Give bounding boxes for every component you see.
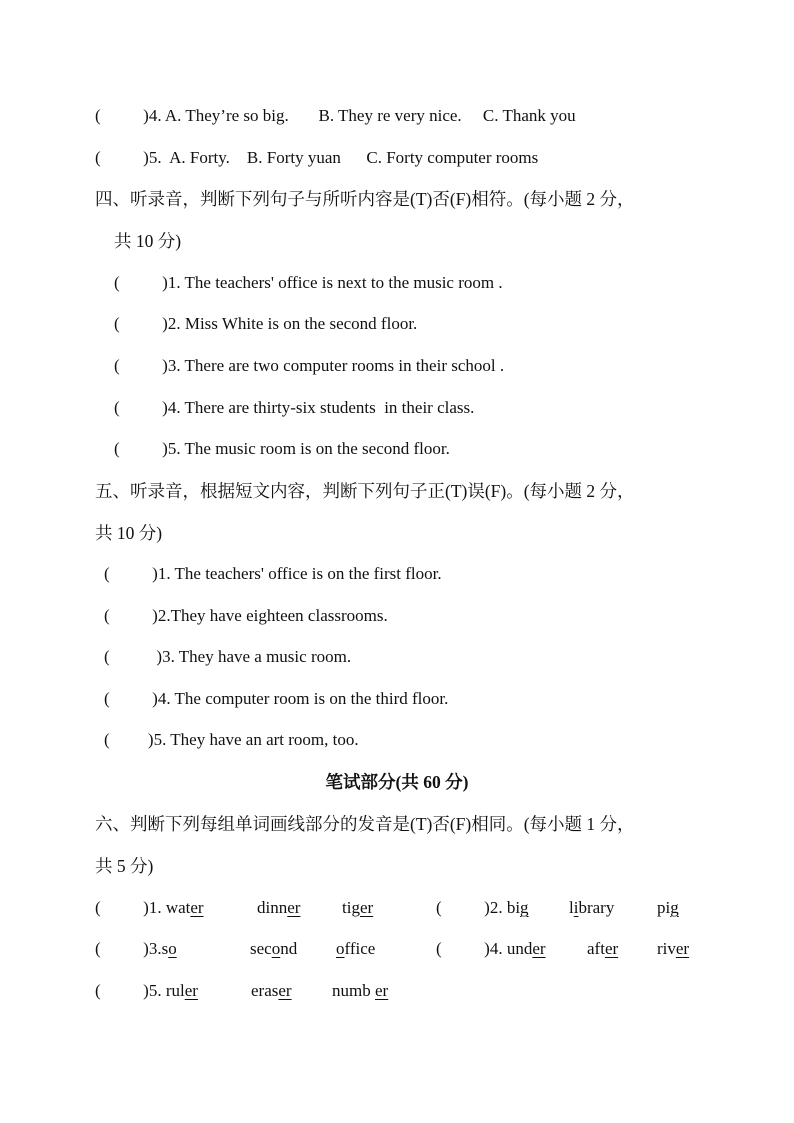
section4-item-3: ( )3. There are two computer rooms in their school . — [114, 356, 505, 375]
section6-heading-cont: 共 5 分) — [95, 856, 154, 876]
section6-q4: ( )4. under — [436, 939, 546, 958]
section6-q2-word2: library — [569, 898, 615, 917]
written-part-title: 笔试部分(共 60 分) — [325, 772, 469, 792]
section6-q3-word3: office — [336, 939, 376, 958]
section4-item-4: ( )4. There are thirty-six students in their class. — [114, 398, 475, 417]
section4-item-1: ( )1. The teachers' office is next to the music room . — [114, 273, 503, 292]
section6-q1: ( )1. water — [95, 898, 204, 917]
section6-q1-word3: tiger — [342, 898, 374, 917]
part3-question-4: ( )4. A. They’re so big. B. They re very nice. C. Thank you — [95, 106, 576, 125]
part3-question-5: ( )5. A. Forty. B. Forty yuan C. Forty computer rooms — [95, 148, 539, 167]
section5-heading: 五、听录音，根据短文内容，判断下列句子正(T)误(F)。(每小题 2 分， — [95, 481, 635, 501]
section4-item-5: ( )5. The music room is on the second floor. — [114, 439, 450, 458]
section6-q4-word3: river — [657, 939, 690, 958]
section5-item-4: ( )4. The computer room is on the third floor. — [104, 689, 449, 708]
section6-q3-word2: second — [250, 939, 298, 958]
section6-q5-word3: numb er — [332, 981, 389, 1000]
section4-heading-cont: 共 10 分) — [114, 231, 182, 251]
section6-heading: 六、判断下列每组单词画线部分的发音是(T)否(F)相同。(每小题 1 分， — [95, 814, 635, 834]
section6-q2-word3: pig — [657, 898, 679, 917]
section6-q5-word2: eraser — [251, 981, 292, 1000]
section5-item-3: ( )3. They have a music room. — [104, 647, 352, 666]
section5-item-1: ( )1. The teachers' office is on the first floor. — [104, 564, 442, 583]
section6-q4-word2: after — [587, 939, 619, 958]
section4-item-2: ( )2. Miss White is on the second floor. — [114, 314, 418, 333]
section6-q5: ( )5. ruler — [95, 981, 198, 1000]
section6-q1-word2: dinner — [257, 898, 301, 917]
section4-heading: 四、听录音，判断下列句子与所听内容是(T)否(F)相符。(每小题 2 分， — [95, 189, 635, 209]
section5-item-5: ( )5. They have an art room, too. — [104, 730, 359, 749]
section6-q3: ( )3.so — [95, 939, 177, 958]
section5-heading-cont: 共 10 分) — [95, 523, 163, 543]
section5-item-2: ( )2.They have eighteen classrooms. — [104, 606, 388, 625]
section6-q2: ( )2. big — [436, 898, 529, 917]
